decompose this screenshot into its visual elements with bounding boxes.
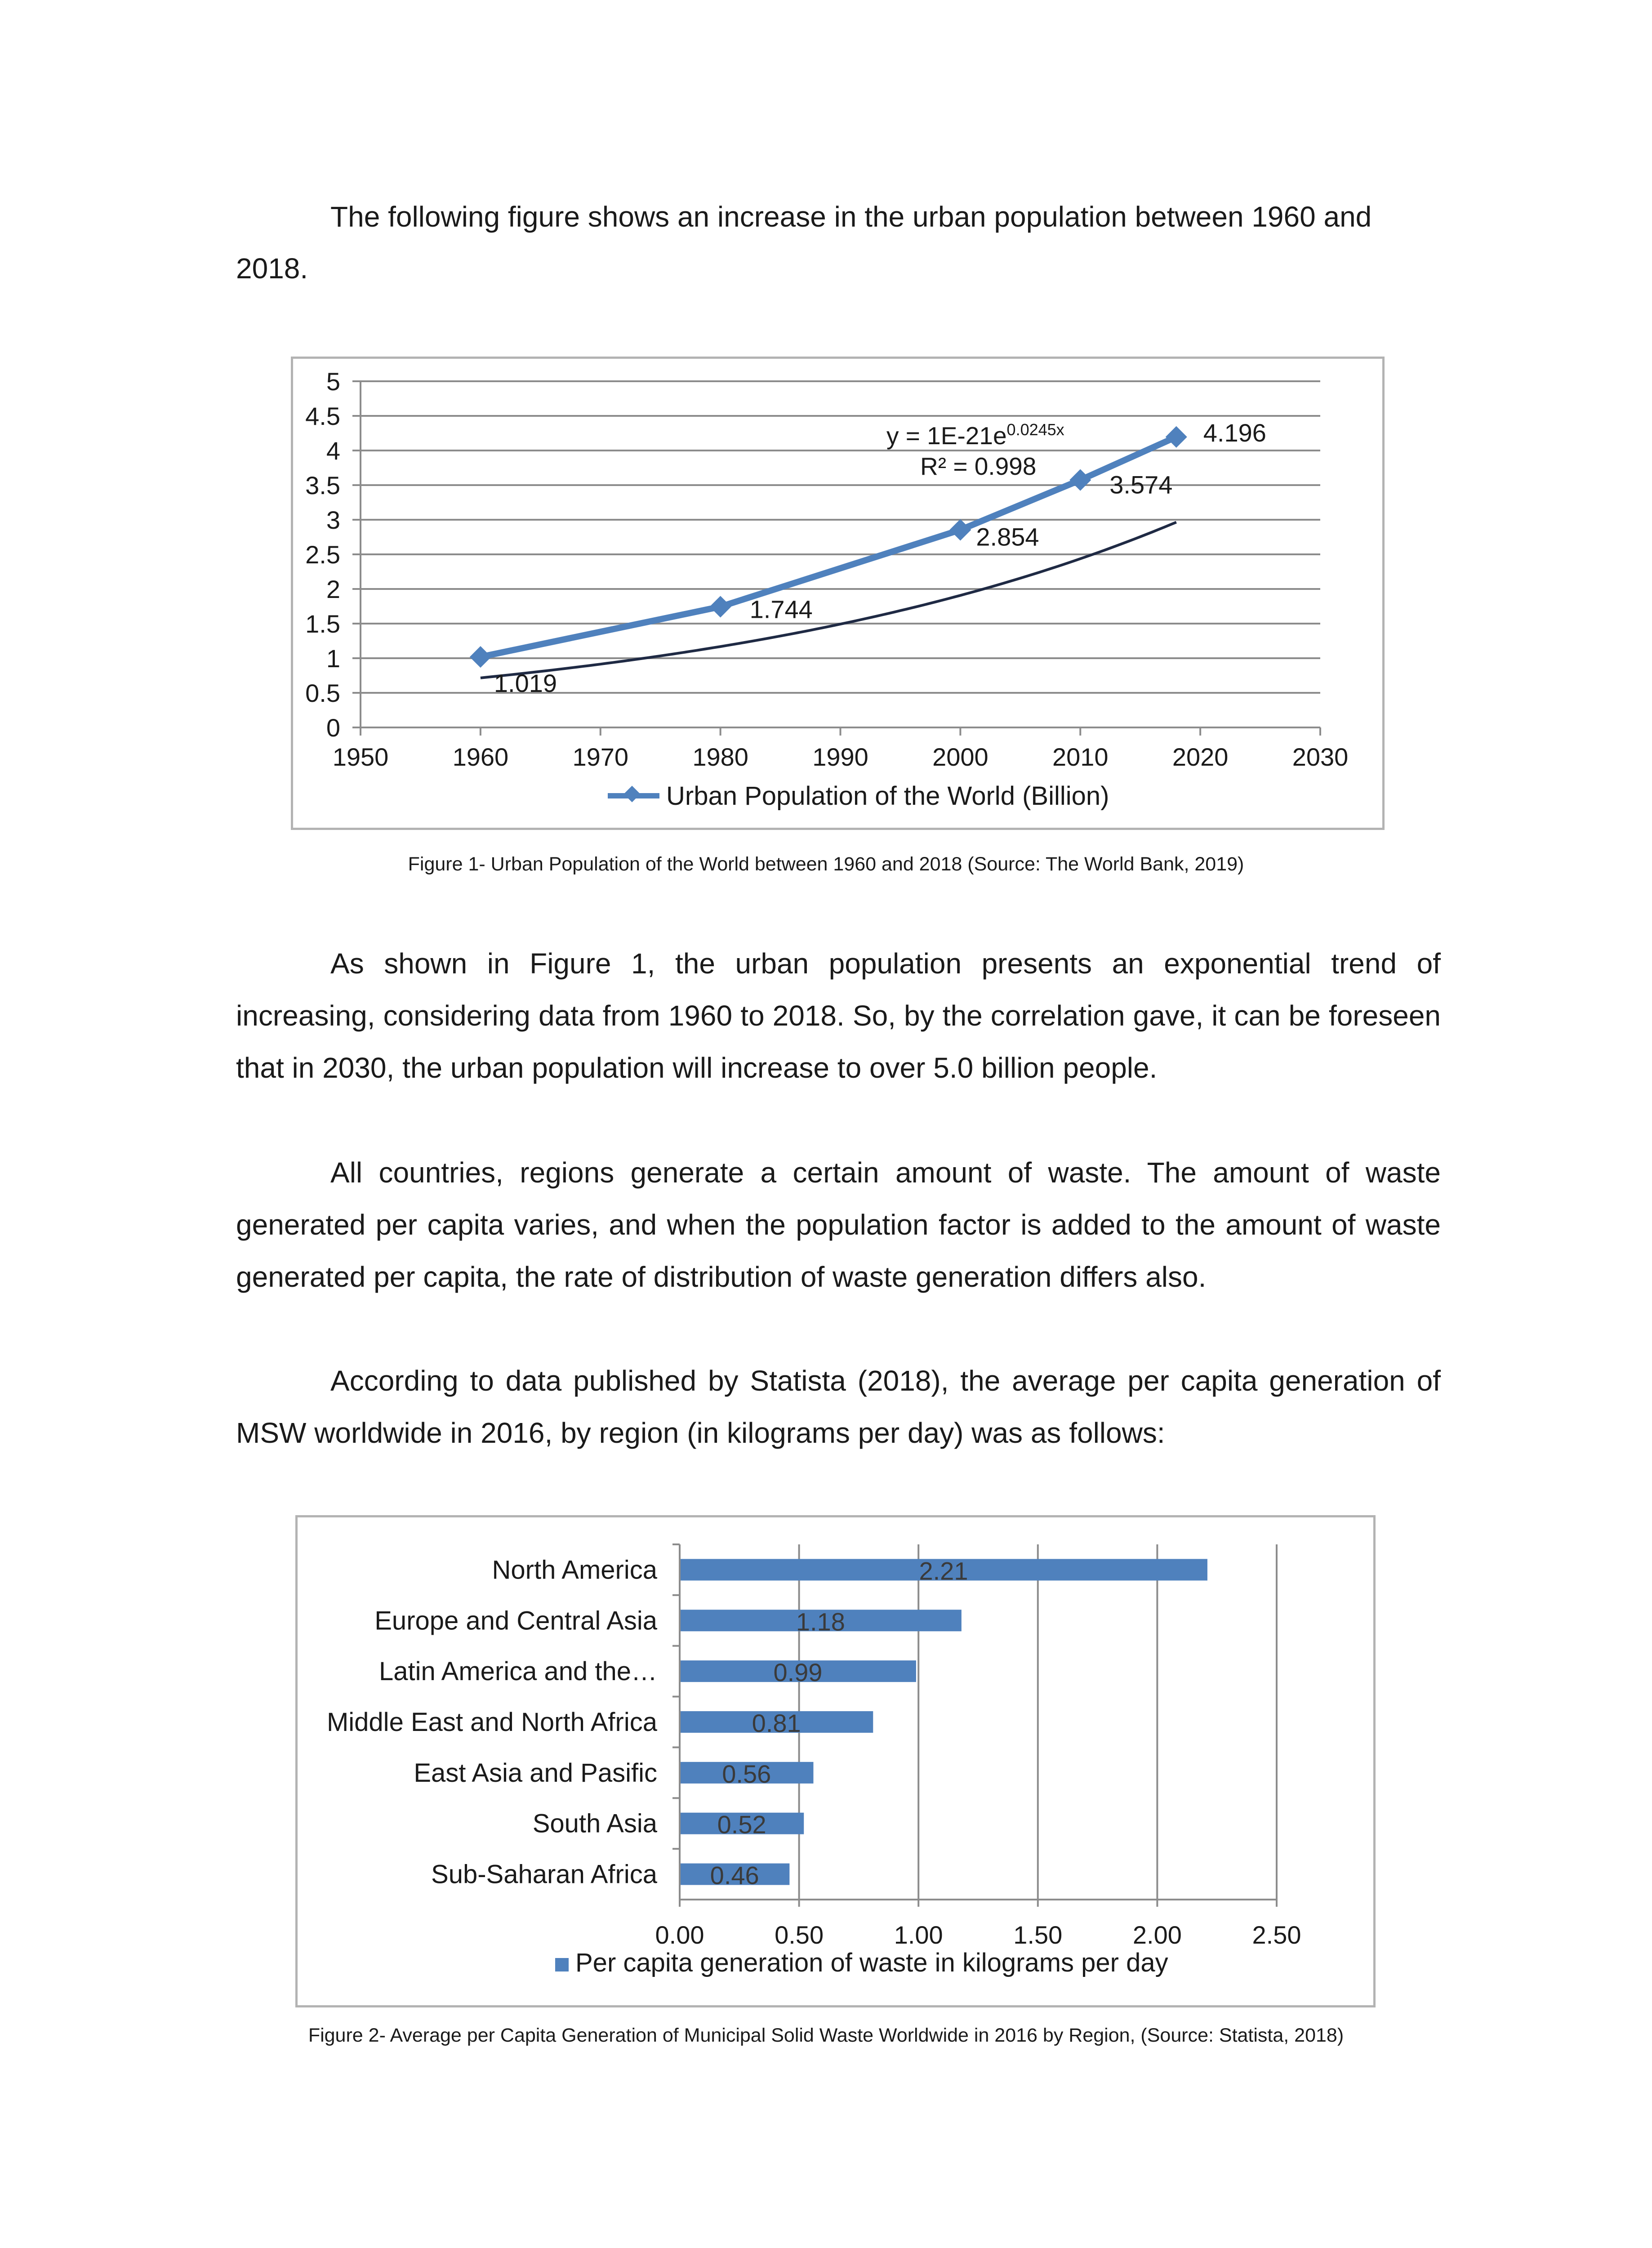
data-label: 2.854 xyxy=(976,522,1039,551)
figure1-caption: Figure 1- Urban Population of the World between 1960 and 2018 (Source: The World Bank, 2019) xyxy=(408,853,1244,875)
legend-label: Urban Population of the World (Billion) xyxy=(666,781,1109,811)
category-label: South Asia xyxy=(532,1809,657,1838)
x-tick-label: 2020 xyxy=(1172,743,1229,771)
x-tick-label: 1960 xyxy=(452,743,509,771)
legend-marker-swatch xyxy=(624,786,641,803)
data-point-marker xyxy=(1166,426,1187,448)
x-tick-label: 1.00 xyxy=(894,1921,943,1949)
trendline-equation-prefix: y = 1E-21e xyxy=(886,422,1007,450)
y-tick-label: 0 xyxy=(326,714,340,742)
data-point-marker xyxy=(470,646,491,668)
data-label: 0.99 xyxy=(773,1658,823,1687)
x-tick-label: 2.50 xyxy=(1252,1921,1301,1949)
x-tick-label: 2000 xyxy=(932,743,989,771)
category-label: Europe and Central Asia xyxy=(374,1606,657,1636)
category-label: North America xyxy=(492,1555,657,1585)
figure2-caption: Figure 2- Average per Capita Generation of Municipal Solid Waste Worldwide in 2016 by Region, (Source: Statista, 2018) xyxy=(308,2025,1344,2046)
figure1-legend xyxy=(608,781,1109,811)
data-point-marker xyxy=(710,596,731,617)
trendline-equation-exponent: 0.0245x xyxy=(1006,420,1064,439)
paragraph-3 xyxy=(236,1355,1441,1459)
x-tick-label: 1970 xyxy=(572,743,629,771)
data-point-marker xyxy=(1069,469,1091,491)
y-tick-label: 0.5 xyxy=(305,679,340,707)
paragraph-1-text: As shown in Figure 1, the urban population presents an exponential trend of increasing, considering data from 1960 to 2018. So, by the correlation gave, it can be foreseen that in 2030, the urban population will increase to over 5.0 billion people. xyxy=(236,947,1441,1084)
category-label: Sub-Saharan Africa xyxy=(431,1860,657,1889)
figure1-chart xyxy=(291,357,1385,830)
data-point-marker xyxy=(949,519,971,540)
intro-line-1: The following figure shows an increase in the urban population between 1960 and xyxy=(330,201,1372,233)
category-label: Latin America and the… xyxy=(378,1657,657,1686)
category-label: East Asia and Pasific xyxy=(414,1758,657,1788)
x-tick-label: 0.50 xyxy=(775,1921,824,1949)
figure2-chart xyxy=(295,1515,1376,2007)
x-tick-label: 2010 xyxy=(1052,743,1109,771)
y-tick-label: 1.5 xyxy=(305,610,340,638)
data-label: 2.21 xyxy=(919,1557,968,1585)
data-label: 1.744 xyxy=(749,595,813,624)
y-tick-label: 2 xyxy=(326,575,340,603)
trendline xyxy=(481,522,1176,678)
data-label: 0.81 xyxy=(752,1709,801,1737)
paragraph-2-text: All countries, regions generate a certain amount of waste. The amount of waste generated per capita varies, and when the population factor is added to the amount of waste generated per capita, the rate of distribution of waste generation differs also. xyxy=(236,1156,1441,1293)
data-label: 1.019 xyxy=(494,669,557,698)
y-tick-label: 3.5 xyxy=(305,471,340,500)
x-tick-label: 1950 xyxy=(332,743,389,771)
trendline-equation xyxy=(886,420,1064,450)
category-label: Middle East and North Africa xyxy=(326,1708,657,1737)
figure1-line-chart xyxy=(293,359,1382,828)
data-label: 0.46 xyxy=(710,1861,759,1890)
y-tick-label: 4.5 xyxy=(305,402,340,430)
y-tick-label: 5 xyxy=(326,367,340,396)
data-label: 0.56 xyxy=(722,1759,771,1788)
x-tick-label: 1980 xyxy=(692,743,748,771)
legend-bar-swatch xyxy=(555,1958,569,1971)
data-label: 3.574 xyxy=(1109,470,1173,499)
figure2-bar-chart xyxy=(298,1517,1373,2005)
x-tick-label: 1.50 xyxy=(1013,1921,1063,1949)
figure2-legend xyxy=(555,1948,1168,1977)
trendline-r2: R² = 0.998 xyxy=(920,452,1037,480)
data-label: 1.18 xyxy=(796,1607,845,1636)
x-tick-label: 0.00 xyxy=(655,1921,704,1949)
legend-label: Per capita generation of waste in kilograms per day xyxy=(575,1948,1168,1977)
x-tick-label: 2030 xyxy=(1292,743,1349,771)
data-label: 4.196 xyxy=(1203,418,1266,447)
paragraph-3-text: According to data published by Statista (2018), the average per capita generation of MSW worldwide in 2016, by region (in kilograms per day) was as follows: xyxy=(236,1365,1441,1449)
y-tick-label: 4 xyxy=(326,437,340,465)
y-tick-label: 2.5 xyxy=(305,540,340,569)
y-tick-label: 1 xyxy=(326,644,340,673)
paragraph-1 xyxy=(236,937,1441,1094)
x-tick-label: 2.00 xyxy=(1132,1921,1182,1949)
y-tick-label: 3 xyxy=(326,506,340,534)
x-tick-label: 1990 xyxy=(812,743,868,771)
paragraph-2 xyxy=(236,1146,1441,1303)
intro-line-2: 2018. xyxy=(236,252,308,285)
data-label: 0.52 xyxy=(717,1810,766,1839)
